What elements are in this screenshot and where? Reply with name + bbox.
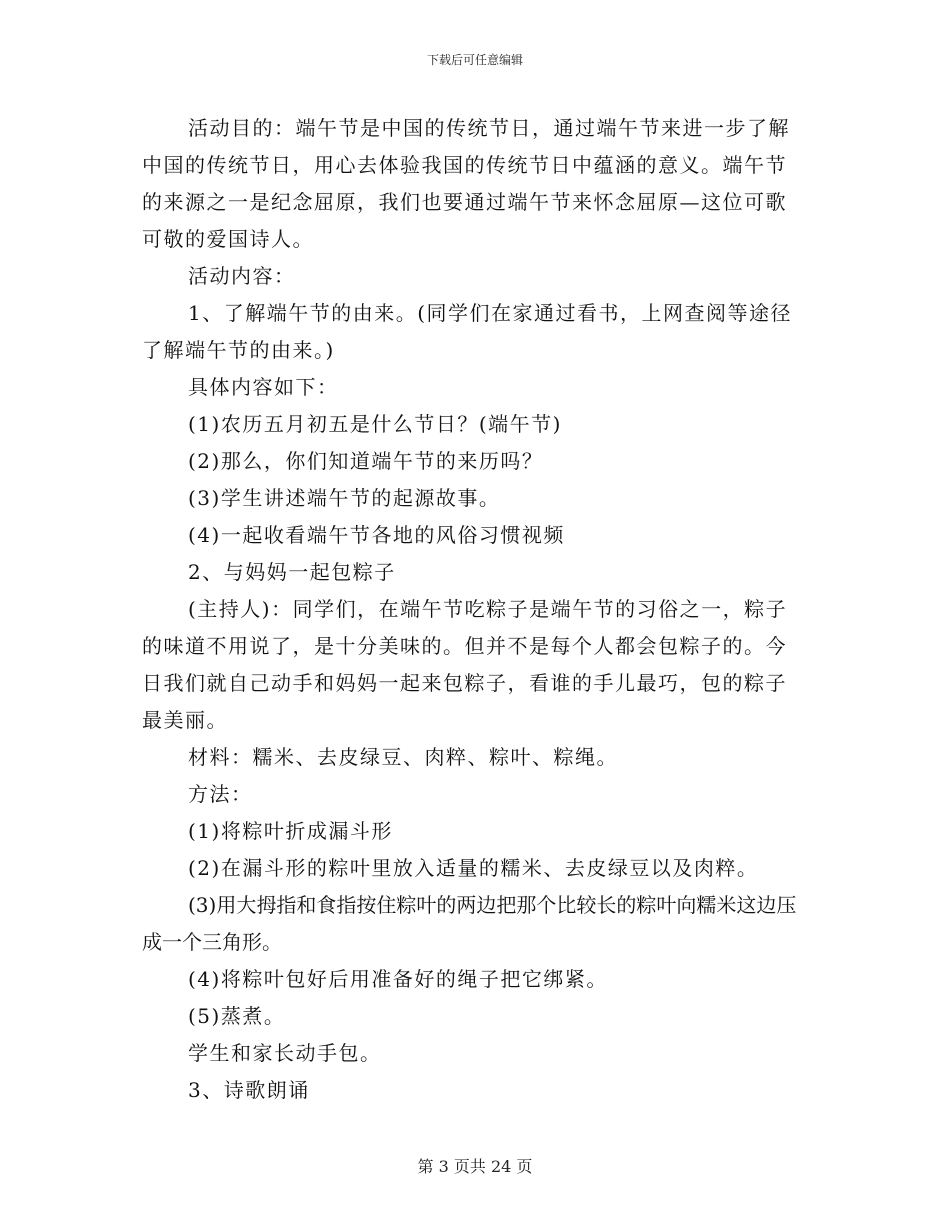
paragraph-item-2: 2、与妈妈一起包粽子 <box>188 560 396 584</box>
paragraph-step-5: (5)蒸煮。 <box>188 1004 286 1028</box>
page-header: 下载后可任意编辑 <box>426 53 523 67</box>
paragraph-step-4: (4)将粽叶包好后用准备好的绳子把它绑紧。 <box>188 967 608 991</box>
document-body <box>142 110 808 1109</box>
paragraph-question-4: (4)一起收看端午节各地的风俗习惯视频 <box>188 523 565 547</box>
paragraph-method-heading: 方法： <box>188 782 253 806</box>
page-footer: 第 3 页共 24 页 <box>417 1157 533 1176</box>
paragraph-question-2: (2)那么，你们知道端午节的来历吗？ <box>188 449 544 473</box>
paragraph-item-1: 1、了解端午节的由来。(同学们在家通过看书，上网查阅等途径了解端午节的由来。) <box>142 301 793 362</box>
paragraph-activity-purpose: 活动目的：端午节是中国的传统节日，通过端午节来进一步了解中国的传统节日，用心去体验我国的传统节日中蕴涵的意义。端午节的来源之一是纪念屈原，我们也要通过端午节来怀念屈原—这位可歌可敬的爱国诗人。 <box>142 116 790 251</box>
paragraph-materials: 材料：糯米、去皮绿豆、肉粹、粽叶、粽绳。 <box>188 745 618 769</box>
paragraph-step-2: (2)在漏斗形的粽叶里放入适量的糯米、去皮绿豆以及肉粹。 <box>188 856 759 880</box>
paragraph-question-1: (1)农历五月初五是什么节日？(端午节) <box>188 412 562 436</box>
paragraph-step-1: (1)将粽叶折成漏斗形 <box>188 819 393 843</box>
paragraph-question-3: (3)学生讲述端午节的起源故事。 <box>188 486 501 510</box>
paragraph-host-speech: (主持人)：同学们，在端午节吃粽子是端午节的习俗之一，粽子的味道不用说了，是十分美味的。但并不是每个人都会包粽子的。今日我们就自己动手和妈妈一起来包粽子，看谁的手儿最巧，包的粽子最美丽。 <box>142 597 788 732</box>
paragraph-details-heading: 具体内容如下： <box>188 375 339 399</box>
paragraph-item-3: 3、诗歌朗诵 <box>188 1078 310 1102</box>
paragraph-step-3: (3)用大拇指和食指按住粽叶的两边把那个比较长的粽叶向糯米这边压成一个三角形。 <box>142 893 797 954</box>
paragraph-activity-content-heading: 活动内容： <box>188 264 296 288</box>
paragraph-hands-on: 学生和家长动手包。 <box>188 1041 382 1065</box>
